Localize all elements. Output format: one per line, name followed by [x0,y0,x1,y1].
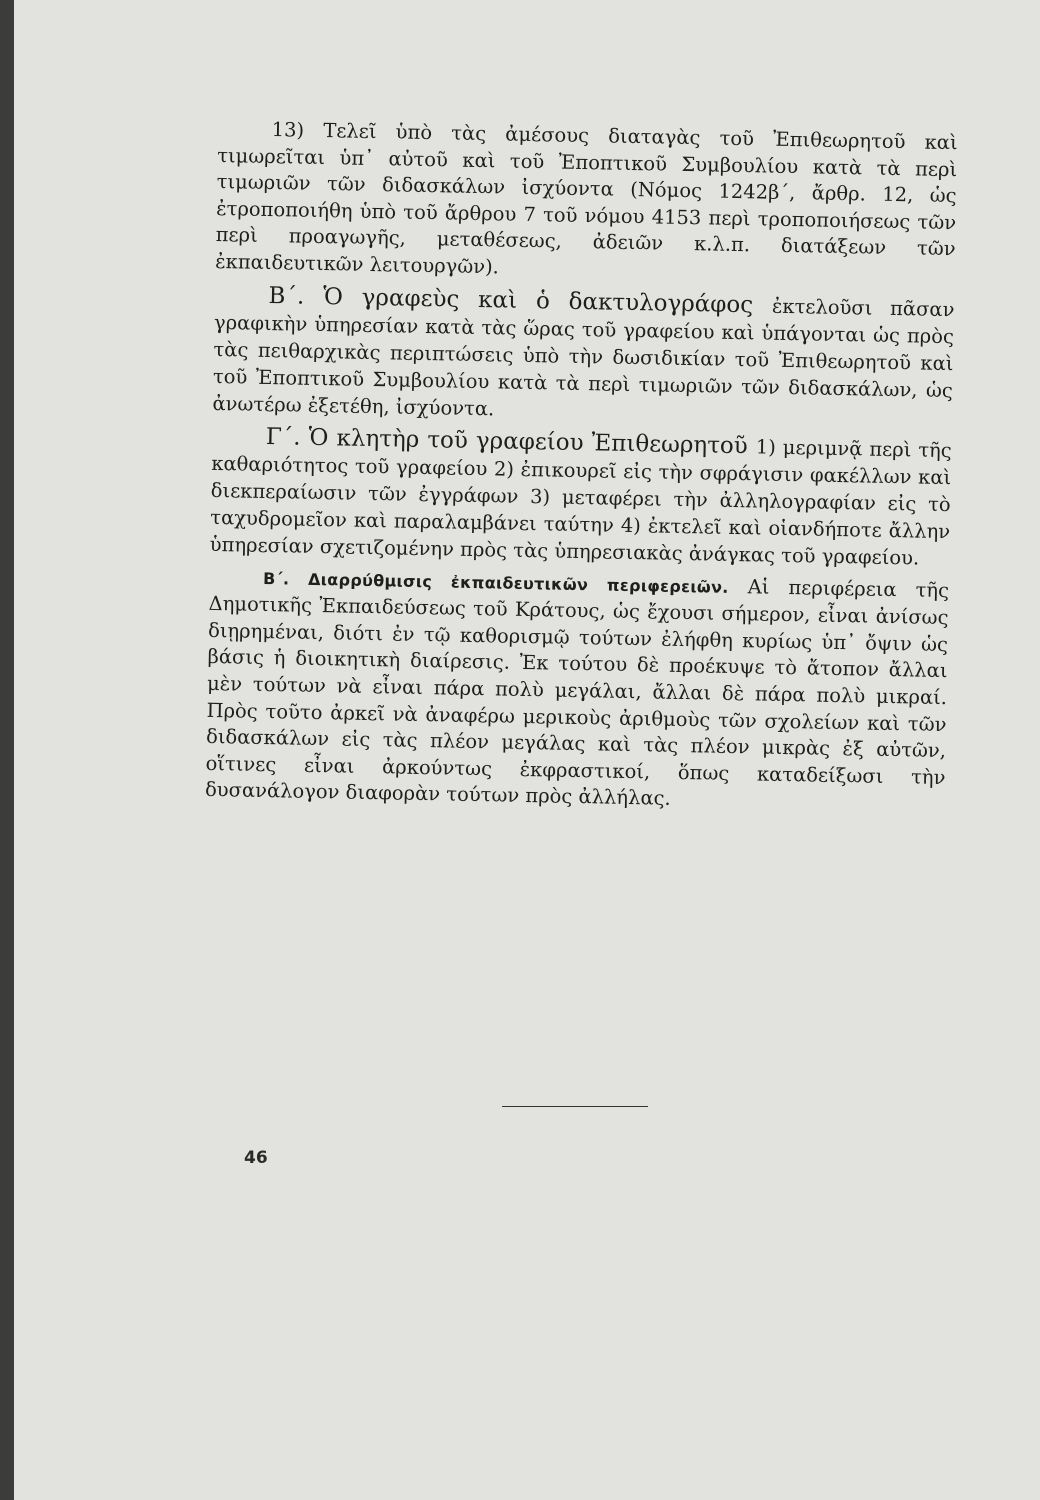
paragraph-section-b [212,282,954,431]
paragraph-section-c [210,423,952,572]
page-number: 46 [244,1148,268,1168]
page-body-text [205,116,958,818]
end-of-section-rule [502,1106,648,1107]
scan-dark-margin [0,0,14,1500]
section-subheading: Β΄. Διαρρύθμισις ἐκπαιδευτικῶν περιφερειῶν. [262,568,729,597]
section-c-lead: Γ΄. Ὁ κλητὴρ τοῦ γραφείου Ἐπιθεωρητοῦ [265,423,749,459]
districts-text: Αἱ περιφέρεια τῆς Δημοτικῆς Ἐκπαιδεύσεως τοῦ Κράτους, ὡς ἔχουσι σήμερον, εἶναι ἀνίσως διῃρημέναι, διότι ἐν τῷ καθορισμῷ τούτων ἐλήφθη κυρίως ὑπ᾽ ὄψιν ὡς βάσις ἡ διοικητικὴ διαίρεσις. Ἐκ τούτου δὲ προέκυψε τὸ ἄτοπον ἄλλαι μὲν τούτων νὰ εἶναι πάρα πολὺ μεγάλαι, ἄλλαι δὲ πάρα πολὺ μικραί. Πρὸς τοῦτο ἀρκεῖ νὰ ἀναφέρω μερικοὺς ἀριθμοὺς τῶν σχολείων καὶ τῶν διδασκάλων εἰς τὰς πλέον μεγάλας καὶ τὰς πλέον μικρὰς ἐξ αὐτῶν, οἵτινες εἶναι ἀρκούντως ἐκφραστικοί, ὅπως καταδείξωσι τὴν δυσανάλογον διαφορὰν τούτων πρὸς ἀλλήλας. [204,574,950,811]
paragraph-item-13: 13) Τελεῖ ὑπὸ τὰς ἀμέσους διαταγὰς τοῦ Ἐπιθεωρητοῦ καὶ τιμωρεῖται ὑπ᾽ αὐτοῦ καὶ τοῦ Ἐποπτικοῦ Συμβουλίου κατὰ τὰ περὶ τιμωριῶν τῶν διδασκάλων ἰσχύοντα (Νόμος 1242β΄, ἄρθρ. 12, ὡς ἐτροποποιήθη ὑπὸ τοῦ ἄρθρου 7 τοῦ νόμου 4153 περὶ τροποποιήσεως τῶν περὶ προαγωγῆς, μεταθέσεως, ἀδειῶν κ.λ.π. διατάξεων τῶν ἐκπαιδευτικῶν λειτουργῶν). [214,118,958,279]
book-page [14,0,1040,1500]
paragraph-districts [205,563,949,818]
section-c-text: 1) μεριμνᾷ περὶ τῆς καθαριότητος τοῦ γραφείου 2) ἐπικουρεῖ εἰς τὴν σφράγισιν φακέλλων καὶ διεκπεραίωσιν τῶν ἐγγράφων 3) μεταφέρει τὴν ἀλληλογραφίαν εἰς τὸ ταχυδρομεῖον καὶ παραλαμβάνει ταύτην 4) ἐκτελεῖ καὶ οἱανδήποτε ἄλλην ὑπηρεσίαν σχετιζομένην πρὸς τὰς ὑπηρεσιακὰς ἀνάγκας τοῦ γραφείου. [209,434,952,570]
section-b-text: ἐκτελοῦσι πᾶσαν γραφικὴν ὑπηρεσίαν κατὰ τὰς ὥρας τοῦ γραφείου καὶ ὑπάγονται ὡς πρὸς τὰς πειθαρχικὰς περιπτώσεις ὑπὸ τὴν δωσιδικίαν τοῦ Ἐπιθεωρητοῦ καὶ τοῦ Ἐποπτικοῦ Συμβουλίου κατὰ τὰ περὶ τιμωριῶν τῶν διδασκάλων, ὡς ἀνωτέρω ἐξετέθη, ἰσχύοντα. [212,294,955,420]
section-b-lead: Β΄. Ὁ γραφεὺς καὶ ὁ δακτυλογράφος [268,282,754,318]
